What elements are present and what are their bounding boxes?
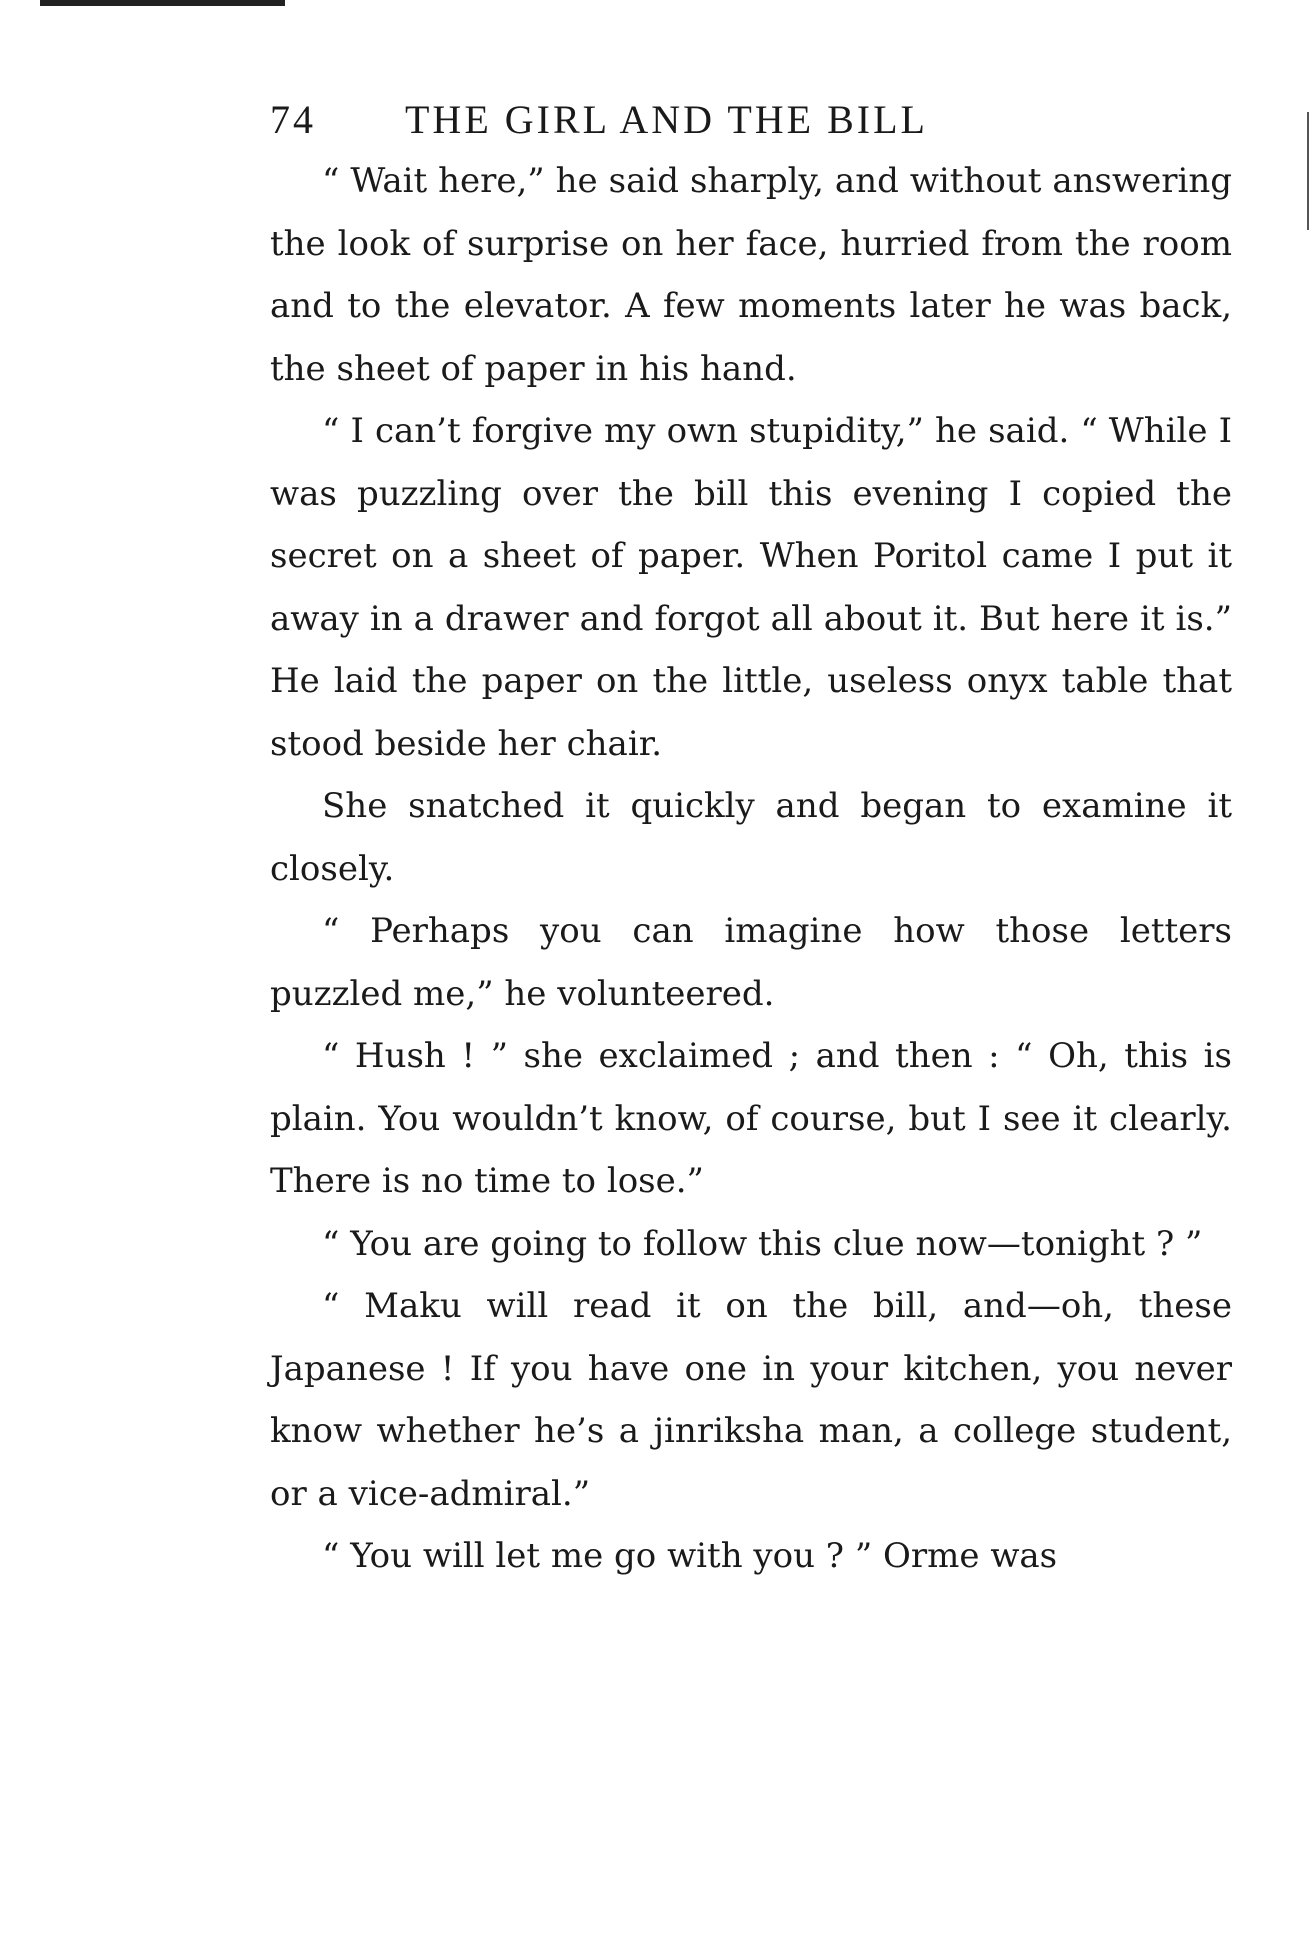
paragraph: “ You will let me go with you ? ” Orme was bbox=[322, 1536, 1058, 1576]
page-header bbox=[270, 90, 1232, 150]
book-page bbox=[270, 90, 1232, 1588]
running-title: THE GIRL AND THE BILL bbox=[405, 97, 928, 142]
body-text bbox=[270, 150, 1232, 1588]
margin-rule bbox=[1307, 112, 1309, 230]
paragraph: “ Perhaps you can imagine how those letters puzzled me,” he volunteered. bbox=[270, 911, 1232, 1014]
paragraph: “ Wait here,” he said sharply, and without answering the look of surprise on her face, hurried from the room and to the elevator. A few moments later he was back, the sheet of paper in his hand. bbox=[270, 161, 1232, 389]
paragraph: “ I can’t forgive my own stupidity,” he said. “ While I was puzzling over the bill this evening I copied the secret on a sheet of paper. When Poritol came I put it away in a drawer and forgot all about it. But here it is.” He laid the paper on the little, useless onyx table that stood beside her chair. bbox=[270, 411, 1232, 764]
paragraph: “ Hush ! ” she exclaimed ; and then : “ Oh, this is plain. You wouldn’t know, of course, but I see it clearly. There is no time to lose.” bbox=[270, 1036, 1232, 1201]
paragraph: “ You are going to follow this clue now—tonight ? ” bbox=[322, 1223, 1203, 1264]
paragraph: “ Maku will read it on the bill, and—oh, these Japanese ! If you have one in your kitchen, you never know whether he’s a jinriksha man, a college student, or a vice-admiral.” bbox=[270, 1286, 1232, 1514]
paragraph: She snatched it quickly and began to examine it closely. bbox=[270, 786, 1232, 889]
top-border-rule bbox=[40, 0, 285, 6]
page-number: 74 bbox=[270, 97, 316, 142]
